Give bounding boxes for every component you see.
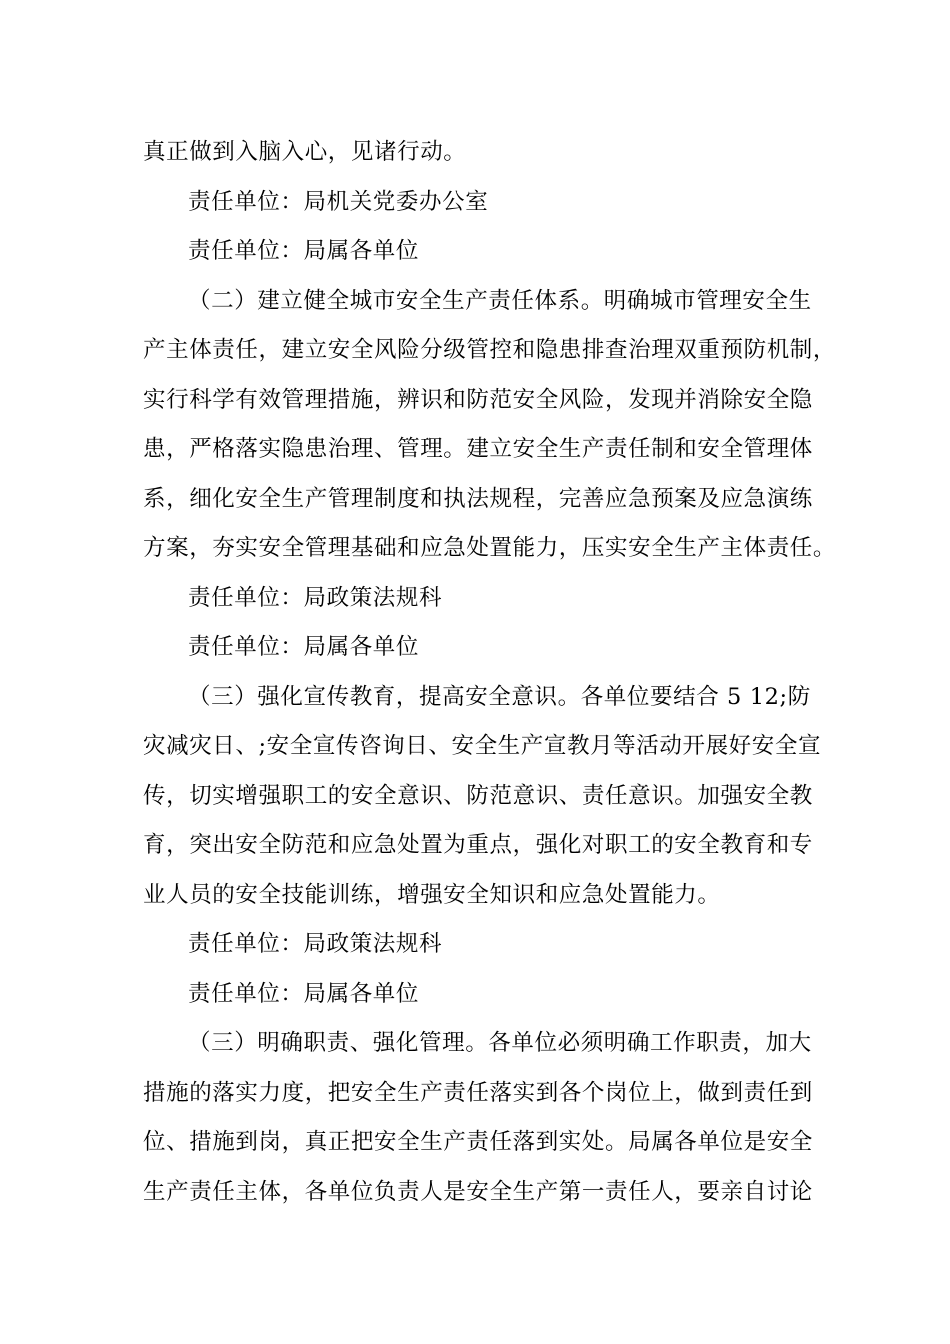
text-line: 育，突出安全防范和应急处置为重点，强化对职工的安全教育和专 (143, 832, 813, 858)
text-line: （二）建立健全城市安全生产责任体系。明确城市管理安全生 (188, 287, 812, 314)
text-line: 系，细化安全生产管理制度和执法规程，完善应急预案及应急演练 (143, 485, 813, 512)
text-line: 责任单位：局属各单位 (188, 238, 420, 264)
text-line: 传，切实增强职工的安全意识、防范意识、责任意识。加强安全教 (143, 782, 813, 809)
text-line: 实行科学有效管理措施，辨识和防范安全风险，发现并消除安全隐 (143, 386, 813, 413)
text-line: 位、措施到岗，真正把安全生产责任落到实处。局属各单位是安全 (143, 1129, 813, 1155)
text-line: 灾减灾日、;安全宣传咨询日、安全生产宣教月等活动开展好安全宣 (143, 733, 822, 759)
text-line: 真正做到入脑入心，见诸行动。 (143, 139, 467, 165)
text-line: 患，严格落实隐患治理、管理。建立安全生产责任制和安全管理体 (143, 436, 813, 462)
text-line: 产主体责任，建立安全风险分级管控和隐患排查治理双重预防机制， (143, 337, 837, 363)
text-line: 方案，夯实安全管理基础和应急处置能力，压实安全生产主体责任。 (143, 535, 837, 561)
text-line: （三）明确职责、强化管理。各单位必须明确工作职责，加大 (188, 1030, 812, 1056)
text-line: 生产责任主体，各单位负责人是安全生产第一责任人，要亲自讨论 (143, 1178, 813, 1205)
text-line: 业人员的安全技能训练，增强安全知识和应急处置能力。 (143, 881, 721, 908)
text-line: 责任单位：局政策法规科 (188, 584, 443, 611)
text-line: 措施的落实力度，把安全生产责任落实到各个岗位上，做到责任到 (143, 1079, 813, 1106)
text-line: （三）强化宣传教育，提高安全意识。各单位要结合 5 12;防 (188, 683, 811, 710)
document-body (143, 128, 837, 1217)
text-line: 责任单位：局属各单位 (188, 634, 420, 660)
text-line: 责任单位：局属各单位 (188, 980, 420, 1007)
text-line: 责任单位：局机关党委办公室 (188, 188, 489, 215)
text-line: 责任单位：局政策法规科 (188, 931, 443, 957)
